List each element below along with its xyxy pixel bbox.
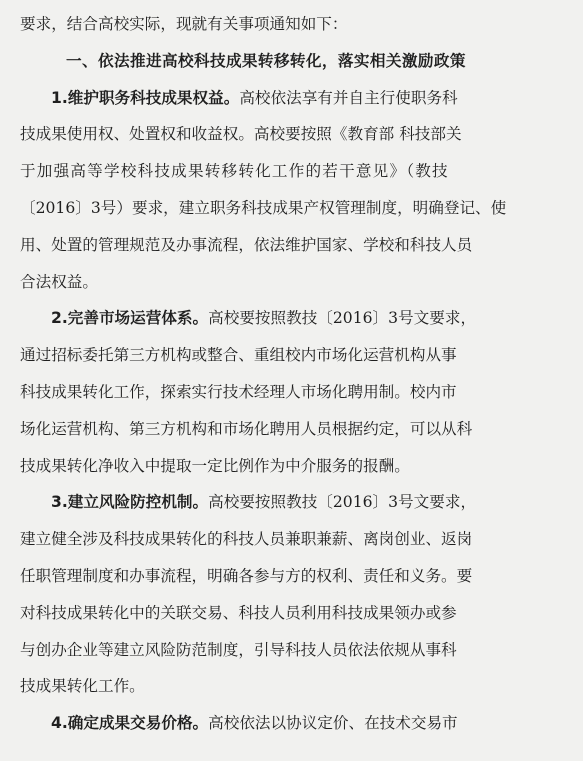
paragraph-1-line: 〔2016〕3号）要求，建立职务科技成果产权管理制度，明确登记、使: [20, 198, 507, 217]
paragraph-4-line: [20, 705, 563, 742]
paragraph-text: 高校要按照教技〔2016〕3号文要求，: [208, 493, 477, 512]
paragraph-2-line: 科技成果转化工作，探索实行技术经理人市场化聘用制。校内市: [20, 382, 457, 401]
paragraph-2-line: 场化运营机构、第三方机构和市场化聘用人员根据约定，可以从科: [20, 419, 473, 438]
paragraph-1-title: 1.维护职务科技成果权益。: [51, 88, 240, 107]
intro-line: 要求，结合高校实际，现就有关事项通知如下：: [20, 15, 348, 33]
paragraph-3-line: 建立健全涉及科技成果转化的科技人员兼职兼薪、离岗创业、返岗: [20, 530, 473, 549]
paragraph-1-line: 合法权益。: [20, 272, 98, 291]
paragraph-2-line: 通过招标委托第三方机构或整合、重组校内市场化运营机构从事: [20, 346, 457, 365]
paragraph-1-line: 于加强高等学校科技成果转移转化工作的若干意见》（教技: [20, 162, 449, 181]
paragraph-2-title: 2.完善市场运营体系。: [51, 309, 209, 328]
paragraph-3-line: [20, 484, 563, 521]
paragraph-3-line: 技成果转化工作。: [20, 677, 145, 696]
paragraph-3-line: 对科技成果转化中的关联交易、科技人员利用科技成果领办或参: [20, 603, 457, 622]
paragraph-3-title: 3.建立风险防控机制。: [51, 493, 209, 512]
paragraph-3-line: 任职管理制度和办事流程，明确各参与方的权利、责任和义务。要: [20, 566, 473, 585]
paragraph-text: 高校要按照教技〔2016〕3号文要求，: [208, 309, 477, 328]
paragraph-1-line: 技成果使用权、处置权和收益权。高校要按照《教育部 科技部关: [20, 125, 462, 144]
paragraph-text: 高校依法享有并自主行使职务科: [239, 88, 458, 107]
paragraph-1-line: 用、处置的管理规范及办事流程，依法维护国家、学校和科技人员: [20, 235, 473, 254]
paragraph-4-title: 4.确定成果交易价格。: [51, 714, 209, 733]
section-heading: 一、依法推进高校科技成果转移转化，落实相关激励政策: [66, 51, 466, 70]
paragraph-text: 高校依法以协议定价、在技术交易市: [208, 714, 458, 733]
paragraph-2-line: 技成果转化净收入中提取一定比例作为中介服务的报酬。: [20, 456, 410, 475]
paragraph-3-line: 与创办企业等建立风险防范制度，引导科技人员依法依规从事科: [20, 640, 457, 659]
paragraph-2-line: [20, 300, 563, 337]
paragraph-1-line: [20, 80, 563, 117]
